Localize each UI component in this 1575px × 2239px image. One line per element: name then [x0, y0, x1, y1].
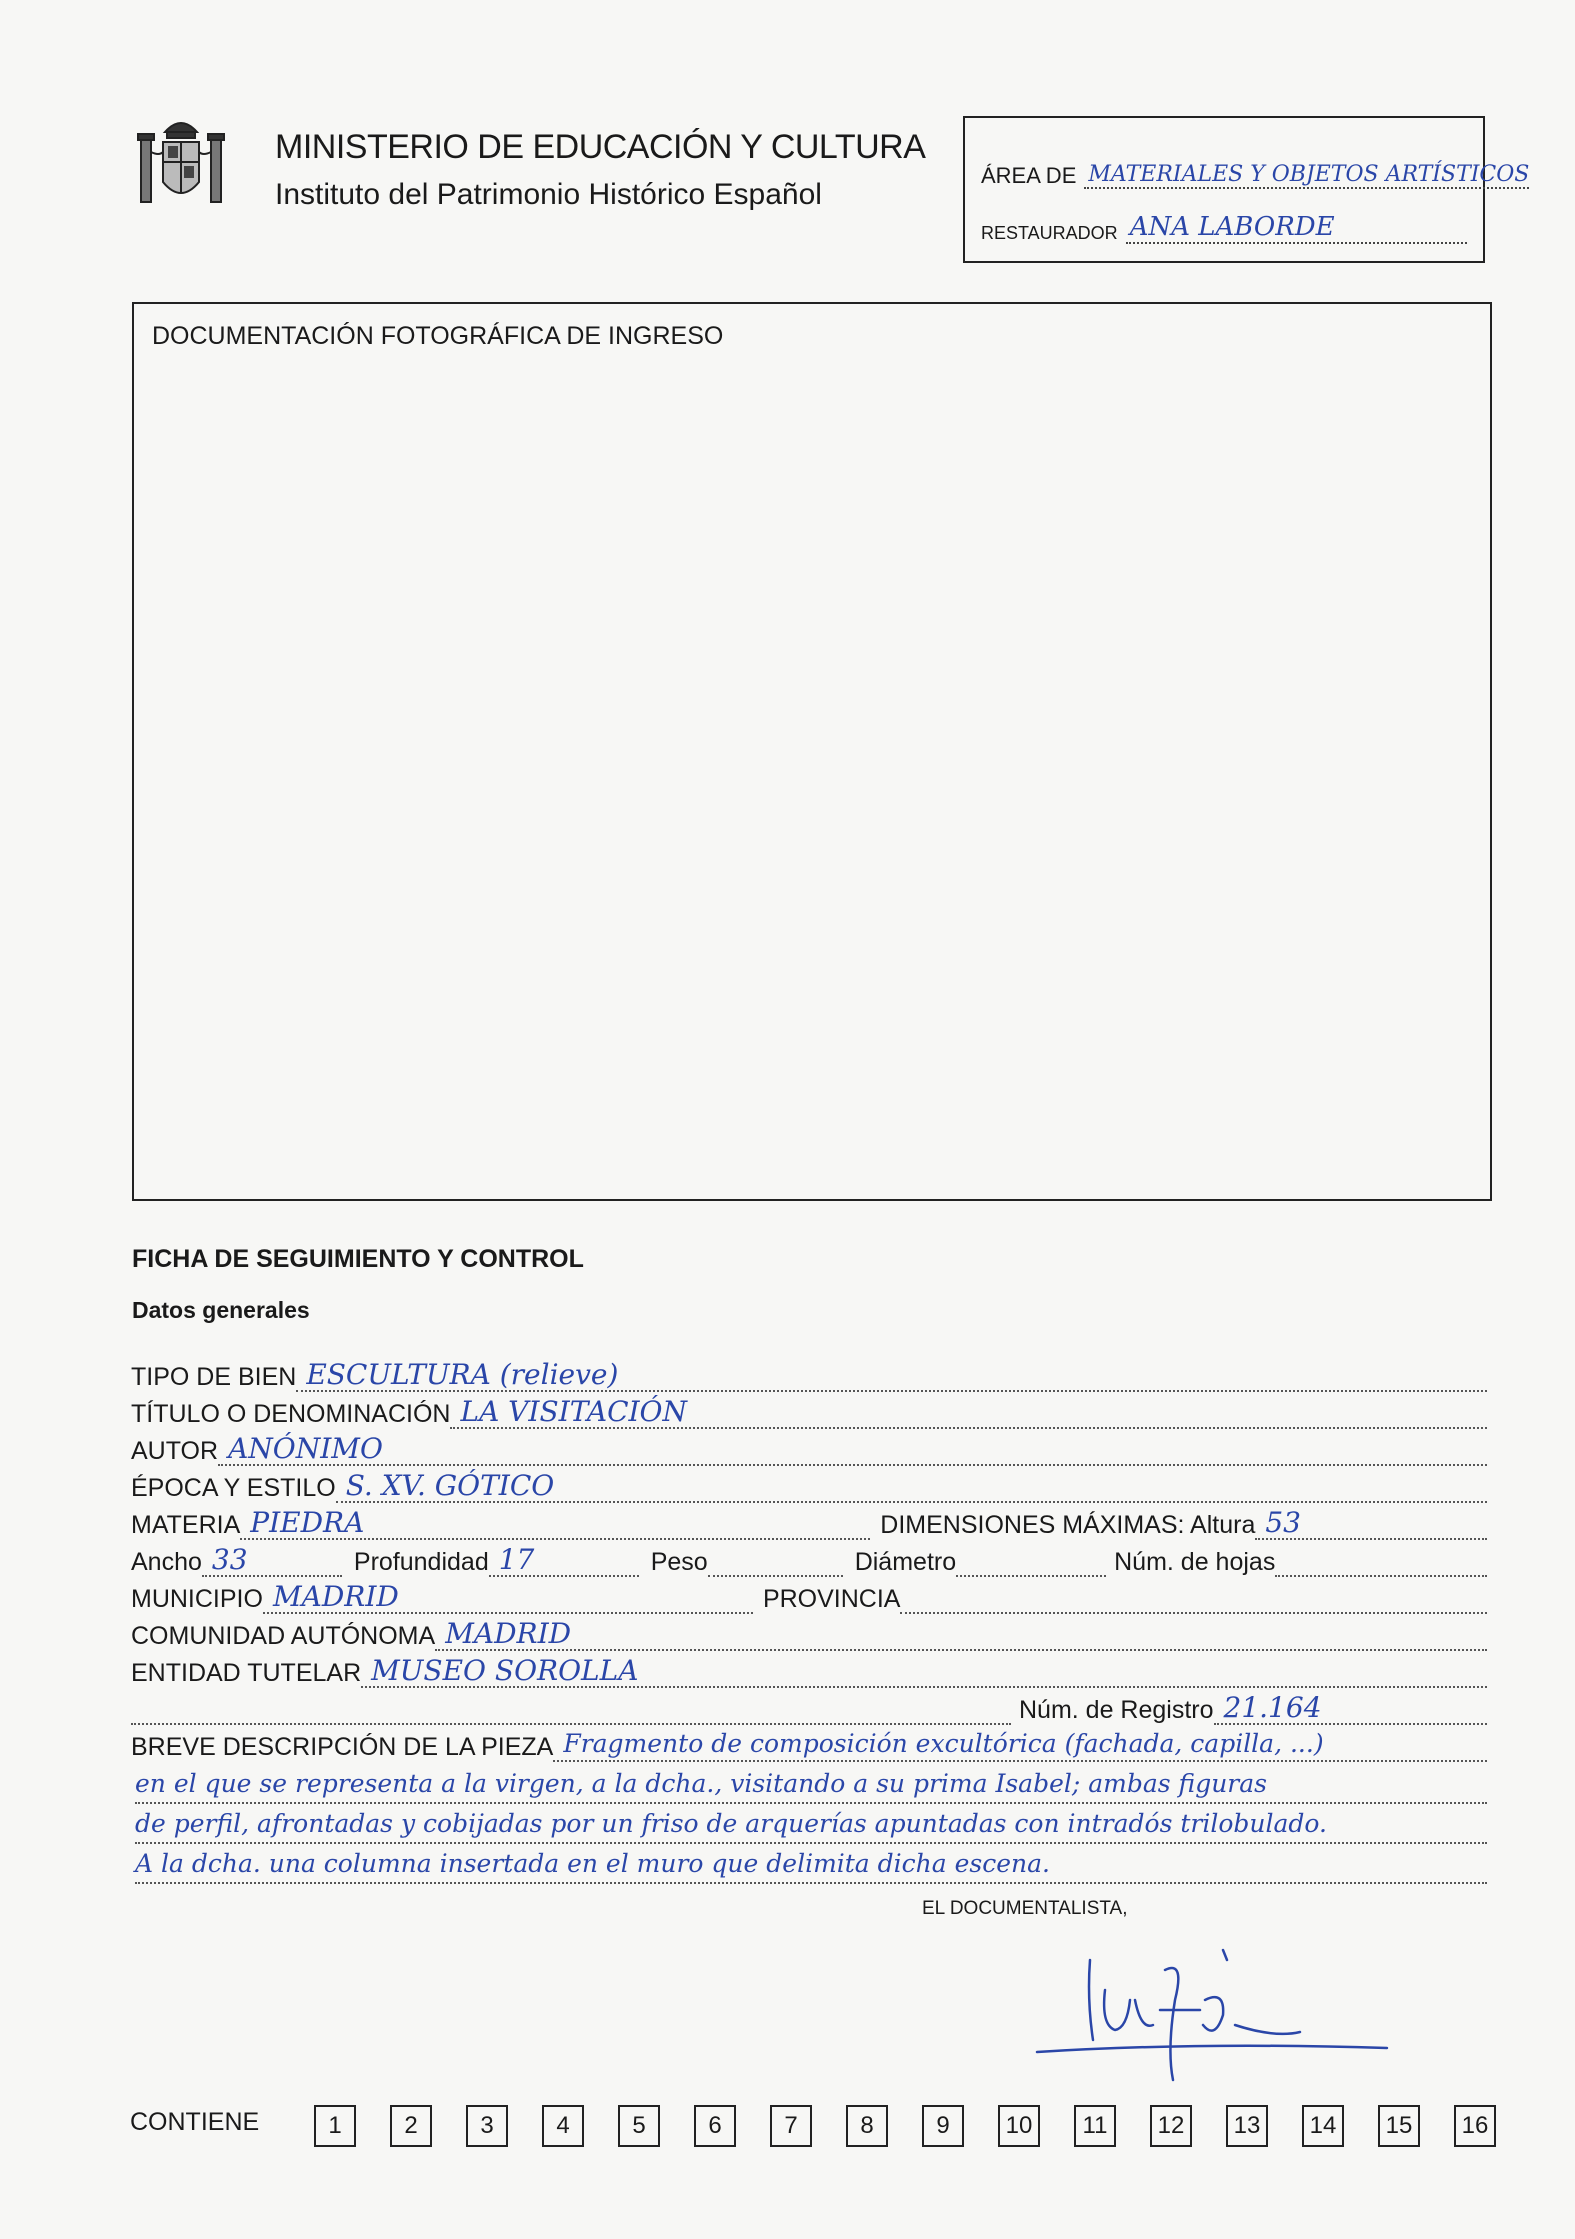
photo-section-title: DOCUMENTACIÓN FOTOGRÁFICA DE INGRESO — [152, 322, 724, 350]
profundidad-field[interactable]: 17 — [489, 1545, 639, 1577]
municipio-field[interactable]: MADRID — [263, 1582, 753, 1614]
registro-row — [131, 1691, 1487, 1725]
coat-of-arms-icon — [135, 112, 227, 212]
hojas-field[interactable] — [1275, 1545, 1487, 1577]
hojas-label: Núm. de hojas — [1114, 1548, 1276, 1576]
contiene-box-4[interactable]: 4 — [542, 2105, 584, 2147]
institute-name: Instituto del Patrimonio Histórico Español — [275, 178, 822, 211]
contiene-box-7[interactable]: 7 — [770, 2105, 812, 2147]
contiene-box-1[interactable]: 1 — [314, 2105, 356, 2147]
provincia-field[interactable] — [900, 1582, 1487, 1614]
contiene-box-8[interactable]: 8 — [846, 2105, 888, 2147]
contiene-box-3[interactable]: 3 — [466, 2105, 508, 2147]
epoca-label: ÉPOCA Y ESTILO — [131, 1474, 336, 1502]
comunidad-label: COMUNIDAD AUTÓNOMA — [131, 1622, 436, 1650]
diametro-field[interactable] — [956, 1545, 1106, 1577]
ministry-name: MINISTERIO DE EDUCACIÓN Y CULTURA — [275, 128, 926, 166]
contiene-box-15[interactable]: 15 — [1378, 2105, 1420, 2147]
descripcion-line-3[interactable]: de perfil, afrontadas y cobijadas por un friso de arquerías apuntadas con intradós trilobulado. — [135, 1804, 1487, 1844]
materia-row — [131, 1506, 1487, 1540]
contiene-box-11[interactable]: 11 — [1074, 2105, 1116, 2147]
dimensiones-label: DIMENSIONES MÁXIMAS: Altura — [880, 1511, 1256, 1539]
registro-label: Núm. de Registro — [1019, 1696, 1214, 1724]
restaurador-field[interactable]: ANA LABORDE — [1126, 212, 1467, 244]
profundidad-label: Profundidad — [353, 1548, 489, 1576]
municipio-label: MUNICIPIO — [131, 1585, 263, 1613]
area-label: ÁREA DE — [981, 163, 1077, 188]
contiene-label: CONTIENE — [130, 2108, 260, 2136]
titulo-field[interactable]: LA VISITACIÓN — [450, 1397, 1487, 1429]
ancho-label: Ancho — [131, 1548, 202, 1576]
photo-documentation-box — [132, 302, 1492, 1201]
epoca-row — [131, 1469, 1487, 1503]
comunidad-field[interactable]: MADRID — [435, 1619, 1487, 1651]
entidad-row — [131, 1654, 1487, 1688]
provincia-label: PROVINCIA — [762, 1585, 901, 1613]
signature-icon — [1035, 1930, 1390, 2085]
ficha-title: FICHA DE SEGUIMIENTO Y CONTROL — [132, 1245, 584, 1273]
documentalista-label: EL DOCUMENTALISTA, — [922, 1898, 1128, 1919]
diametro-label: Diámetro — [854, 1548, 957, 1576]
epoca-field[interactable]: S. XV. GÓTICO — [336, 1471, 1487, 1503]
autor-row — [131, 1432, 1487, 1466]
comunidad-row — [131, 1617, 1487, 1651]
ancho-field[interactable]: 33 — [202, 1545, 342, 1577]
area-restaurador-box — [963, 116, 1530, 263]
contiene-box-9[interactable]: 9 — [922, 2105, 964, 2147]
contiene-box-13[interactable]: 13 — [1226, 2105, 1268, 2147]
titulo-label: TÍTULO O DENOMINACIÓN — [131, 1400, 451, 1428]
altura-field[interactable]: 53 — [1255, 1508, 1487, 1540]
descripcion-label: BREVE DESCRIPCIÓN DE LA PIEZA — [131, 1733, 554, 1761]
medidas-row — [131, 1543, 1487, 1577]
datos-generales-title: Datos generales — [132, 1297, 310, 1323]
area-field[interactable]: MATERIALES Y OBJETOS ARTÍSTICOS — [1084, 162, 1529, 189]
contiene-box-2[interactable]: 2 — [390, 2105, 432, 2147]
autor-label: AUTOR — [131, 1437, 219, 1465]
tipo-label: TIPO DE BIEN — [131, 1363, 297, 1391]
registro-leader-line — [131, 1693, 1011, 1725]
descripcion-line-1[interactable]: Fragmento de composición excultórica (fachada, capilla, ...) — [553, 1730, 1487, 1762]
contiene-box-5[interactable]: 5 — [618, 2105, 660, 2147]
municipio-row — [131, 1580, 1487, 1614]
peso-field[interactable] — [708, 1545, 843, 1577]
materia-field[interactable]: PIEDRA — [240, 1508, 870, 1540]
contiene-box-10[interactable]: 10 — [998, 2105, 1040, 2147]
descripcion-line-2[interactable]: en el que se representa a la virgen, a la dcha., visitando a su prima Isabel; ambas figuras — [135, 1764, 1487, 1804]
tipo-row — [131, 1358, 1487, 1392]
registro-field[interactable]: 21.164 — [1214, 1693, 1487, 1725]
restaurador-label: RESTAURADOR — [981, 223, 1118, 243]
descripcion-line-4[interactable]: A la dcha. una columna insertada en el muro que delimita dicha escena. — [135, 1844, 1487, 1884]
peso-label: Peso — [650, 1548, 708, 1576]
contiene-box-16[interactable]: 16 — [1454, 2105, 1496, 2147]
entidad-field[interactable]: MUSEO SOROLLA — [361, 1656, 1487, 1688]
titulo-row — [131, 1395, 1487, 1429]
autor-field[interactable]: ANÓNIMO — [218, 1434, 1487, 1466]
materia-label: MATERIA — [131, 1511, 241, 1539]
tipo-field[interactable]: ESCULTURA (relieve) — [296, 1360, 1487, 1392]
entidad-label: ENTIDAD TUTELAR — [131, 1659, 362, 1687]
contiene-box-14[interactable]: 14 — [1302, 2105, 1344, 2147]
contiene-box-6[interactable]: 6 — [694, 2105, 736, 2147]
descripcion-row — [131, 1728, 1487, 1762]
contiene-box-12[interactable]: 12 — [1150, 2105, 1192, 2147]
